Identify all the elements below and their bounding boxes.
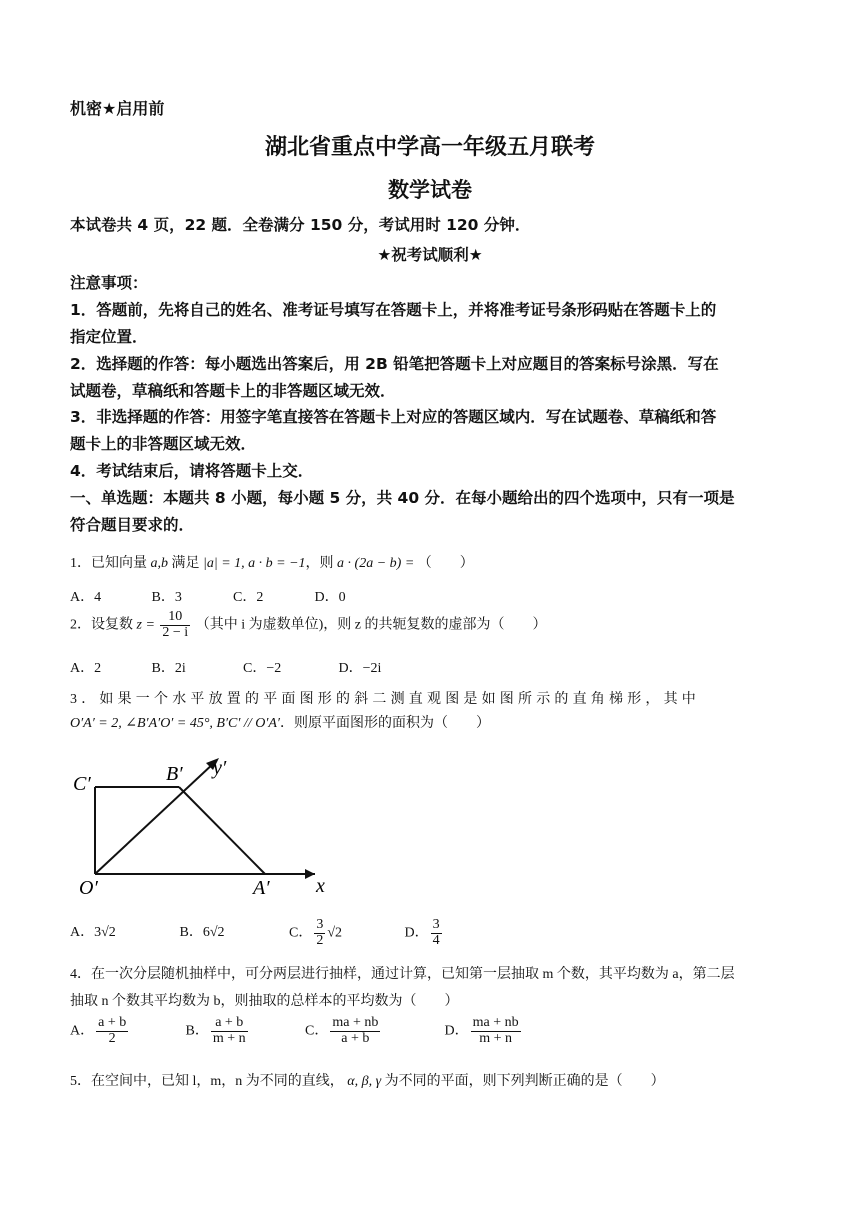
exam-title: 湖北省重点中学高一年级五月联考 (264, 135, 595, 160)
q3-option-c-denominator: 2 (316, 932, 324, 948)
q1-condition: |a| = 1, a · b = −1 (203, 556, 306, 571)
question-4-options (70, 1016, 523, 1046)
q5-prefix: 5．在空间中，已知 l，m，n 为不同的直线， (70, 1074, 344, 1089)
q3-option-b: B．6√2 (179, 925, 225, 941)
q3-option-d-label: D． (404, 925, 429, 941)
q1-option-c: C．2 (233, 590, 264, 605)
blessing-line: ★祝考试顺利★ (377, 246, 483, 264)
label-a: A′ (253, 877, 270, 899)
note-1-line-2: 指定位置． (70, 328, 148, 346)
q4-option-c-fraction (330, 1016, 380, 1046)
q2-suffix: （其中 i 为虚数单位)，则 z 的共轭复数的虚部为（ ） (195, 617, 547, 633)
q2-fraction (160, 610, 190, 640)
q4-option-a-denominator: 2 (108, 1030, 116, 1046)
q1-answer-paren: （ ） (417, 556, 474, 571)
q1-ask: ，则 (305, 556, 334, 571)
x-axis-arrow-icon (305, 869, 315, 879)
label-x: x (316, 875, 325, 897)
q3-option-c-fraction (314, 918, 325, 948)
question-3-line-2 (70, 712, 490, 732)
question-2-stem (70, 610, 546, 640)
question-3-options (70, 918, 444, 948)
q2-option-b: B．2i (151, 661, 186, 676)
q2-denominator: 2 − i (162, 624, 189, 640)
q2-option-a: A．2 (70, 661, 102, 676)
q4-option-b-numerator: a + b (211, 1016, 248, 1032)
q2-option-d: D．−2i (338, 661, 382, 676)
q2-prefix: 2．设复数 (70, 617, 133, 633)
q3-condition: O′A′ = 2, ∠B′A′O′ = 45°, B′C′ // O′A′ (70, 716, 280, 731)
notes-heading: 注意事项： (70, 274, 148, 292)
q3-option-d (405, 918, 444, 948)
q2-option-c: C．−2 (243, 661, 282, 676)
q4-option-c-numerator: ma + nb (332, 1015, 379, 1030)
q2-z: z = (136, 617, 155, 633)
label-o: O′ (79, 877, 98, 899)
q4-option-b (186, 1016, 302, 1046)
question-4-line-1: 4．在一次分层随机抽样中，可分两层进行抽样，通过计算，已知第一层抽取 m 个数，其平均数为 a，第二层 (70, 967, 735, 982)
q1-prefix: 1．已知向量 (70, 556, 147, 571)
label-y: y′ (213, 757, 227, 779)
q4-option-b-fraction (211, 1016, 248, 1046)
q3-ask: ．则原平面图形的面积为（ ） (280, 716, 490, 731)
y-axis-line (95, 762, 215, 874)
note-2-line-1: 2．选择题的作答：每小题选出答案后，用 2B 铅笔把答题卡上对应题目的答案标号涂黑．写在 (70, 355, 719, 373)
segment-b-a (179, 787, 265, 874)
q3-trapezoid-figure (65, 752, 355, 902)
q4-option-b-denominator: m + n (212, 1030, 246, 1046)
q3-option-c-label: C． (289, 925, 313, 941)
question-3-line-1: 3．如果一个水平放置的平面图形的斜二测直观图是如图所示的直角梯形，其中 (70, 692, 700, 707)
q3-option-c-numerator: 3 (316, 917, 324, 932)
q1-mid: 满足 (171, 556, 200, 571)
q4-option-a-fraction (96, 1016, 128, 1046)
section-heading-line-1: 一、单选题：本题共 8 小题，每小题 5 分，共 40 分．在每小题给出的四个选项中，只有一项是 (70, 489, 735, 507)
q1-vectors: a,b (150, 556, 168, 571)
q1-option-d: D．0 (314, 590, 346, 605)
q4-option-d-denominator: m + n (479, 1030, 513, 1046)
q1-option-b: B．3 (151, 590, 182, 605)
label-c: C′ (73, 773, 91, 795)
q3-option-d-denominator: 4 (432, 932, 440, 948)
q3-option-c (289, 918, 401, 948)
subject-title: 数学试卷 (388, 178, 472, 202)
note-1-line-1: 1．答题前，先将自己的姓名、准考证号填写在答题卡上，并将准考证号条形码贴在答题卡上的 (70, 301, 717, 319)
question-4-line-2: 抽取 n 个数其平均数为 b，则抽取的总样本的平均数为（ ） (70, 994, 459, 1009)
q5-planes: α, β, γ (347, 1074, 382, 1089)
q4-option-c-label: C． (305, 1023, 329, 1039)
note-3-line-2: 题卡上的非答题区域无效． (70, 435, 257, 453)
q4-option-d (445, 1016, 523, 1046)
q1-option-a: A．4 (70, 590, 102, 605)
question-2-options (70, 657, 381, 677)
q4-option-d-numerator: ma + nb (472, 1015, 519, 1030)
q4-option-a (70, 1016, 182, 1046)
q3-option-d-fraction (431, 918, 442, 948)
q4-option-b-label: B． (185, 1023, 209, 1039)
exam-info: 本试卷共 4 页，22 题．全卷满分 150 分，考试用时 120 分钟． (70, 216, 531, 234)
note-2-line-2: 试题卷，草稿纸和答题卡上的非答题区域无效． (70, 382, 396, 400)
q3-option-d-numerator: 3 (432, 917, 440, 932)
label-b: B′ (166, 763, 183, 785)
q4-option-c (305, 1016, 441, 1046)
q3-option-a: A．3√2 (70, 925, 116, 941)
q4-option-d-label: D． (444, 1023, 469, 1039)
q5-suffix: 为不同的平面，则下列判断正确的是（ ） (384, 1074, 665, 1089)
q4-option-a-label: A． (70, 1023, 95, 1039)
question-1-options (70, 586, 346, 606)
q2-numerator: 10 (160, 610, 190, 626)
q3-option-c-tail: √2 (327, 925, 343, 941)
confidential-label: 机密★启用前 (70, 99, 165, 118)
note-3-line-1: 3．非选择题的作答：用签字笔直接答在答题卡上对应的答题区域内．写在试题卷、草稿纸和答 (70, 408, 717, 426)
section-heading-line-2: 符合题目要求的． (70, 516, 195, 534)
q4-option-d-fraction (471, 1016, 521, 1046)
q4-option-c-denominator: a + b (341, 1030, 370, 1046)
note-4-line: 4．考试结束后，请将答题卡上交． (70, 462, 314, 480)
question-1-stem (70, 552, 474, 572)
question-5-stem (70, 1070, 665, 1090)
q1-expression: a · (2a − b) = (337, 556, 415, 571)
q4-option-a-numerator: a + b (98, 1015, 127, 1030)
